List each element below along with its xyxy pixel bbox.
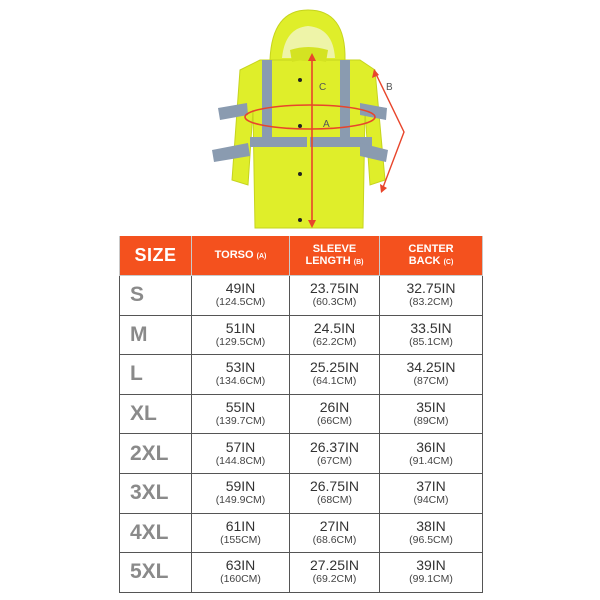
table-row — [120, 315, 483, 355]
table-row — [120, 513, 483, 553]
table-row — [120, 355, 483, 395]
size-cell: S — [120, 276, 192, 316]
label-b: B — [386, 82, 393, 93]
header-center-back: CENTER BACK (C) — [380, 236, 483, 276]
table-row — [120, 394, 483, 434]
label-c: C — [319, 82, 327, 93]
size-cell: M — [120, 315, 192, 355]
torso-cell: 55IN (139.7CM) — [192, 394, 290, 434]
header-sleeve-length: SLEEVE LENGTH (B) — [290, 236, 380, 276]
size-cell: L — [120, 355, 192, 395]
sleeve-cell: 27.25IN (69.2CM) — [290, 553, 380, 593]
torso-cell: 53IN (134.6CM) — [192, 355, 290, 395]
header-row — [120, 236, 483, 276]
torso-cell: 59IN (149.9CM) — [192, 473, 290, 513]
table-row — [120, 473, 483, 513]
jacket-illustration — [200, 0, 420, 230]
center-back-cell: 36IN (91.4CM) — [380, 434, 483, 474]
size-cell: XL — [120, 394, 192, 434]
sleeve-cell: 24.5IN (62.2CM) — [290, 315, 380, 355]
torso-cell: 61IN (155CM) — [192, 513, 290, 553]
table-row — [120, 553, 483, 593]
sleeve-cell: 26IN (66CM) — [290, 394, 380, 434]
center-back-cell: 37IN (94CM) — [380, 473, 483, 513]
size-table — [119, 236, 483, 593]
torso-cell: 57IN (144.8CM) — [192, 434, 290, 474]
sleeve-cell: 26.75IN (68CM) — [290, 473, 380, 513]
size-cell: 2XL — [120, 434, 192, 474]
torso-cell: 49IN (124.5CM) — [192, 276, 290, 316]
center-back-cell: 39IN (99.1CM) — [380, 553, 483, 593]
sleeve-cell: 23.75IN (60.3CM) — [290, 276, 380, 316]
center-back-cell: 33.5IN (85.1CM) — [380, 315, 483, 355]
center-back-cell: 34.25IN (87CM) — [380, 355, 483, 395]
sleeve-cell: 26.37IN (67CM) — [290, 434, 380, 474]
center-back-cell: 35IN (89CM) — [380, 394, 483, 434]
table-row — [120, 434, 483, 474]
jacket-diagram — [200, 0, 420, 230]
torso-cell: 63IN (160CM) — [192, 553, 290, 593]
header-torso: TORSO (A) — [192, 236, 290, 276]
center-back-cell: 38IN (96.5CM) — [380, 513, 483, 553]
header-size: SIZE — [120, 236, 192, 276]
size-cell: 3XL — [120, 473, 192, 513]
label-a: A — [323, 119, 330, 130]
size-cell: 5XL — [120, 553, 192, 593]
center-back-cell: 32.75IN (83.2CM) — [380, 276, 483, 316]
sleeve-cell: 27IN (68.6CM) — [290, 513, 380, 553]
torso-cell: 51IN (129.5CM) — [192, 315, 290, 355]
sleeve-cell: 25.25IN (64.1CM) — [290, 355, 380, 395]
table-row — [120, 276, 483, 316]
size-chart — [119, 236, 482, 593]
size-cell: 4XL — [120, 513, 192, 553]
